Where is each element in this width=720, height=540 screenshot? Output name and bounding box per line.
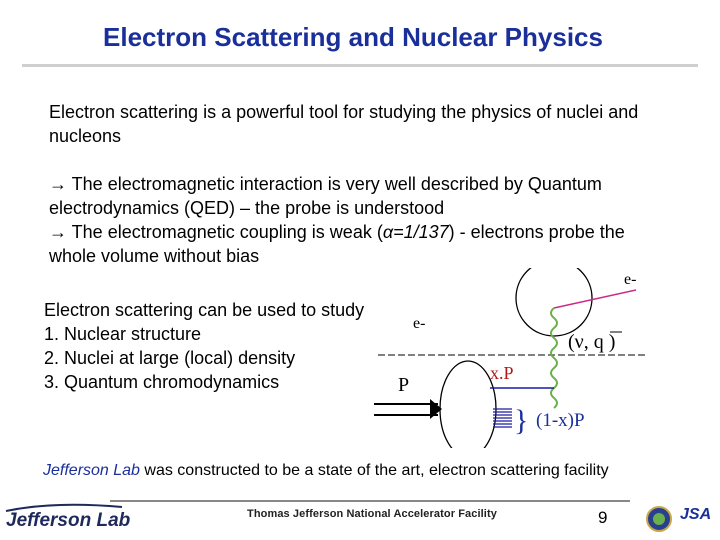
points-block [49,172,649,268]
jefferson-lab-logo: Jefferson Lab [6,510,131,531]
point-coupling-suffix: ) - electrons probe the whole volume without bias [49,222,625,266]
page-number: 9 [598,508,608,527]
spectator-brace: } [514,404,529,437]
spectator-label: (1-x)P [536,410,585,431]
electron-in-label: e- [413,315,426,332]
jsa-logo: JSA [680,506,712,523]
nucleon-ellipse [440,361,496,448]
uses-item: 2. Nuclei at large (local) density [44,348,296,368]
slide-title: Electron Scattering and Nuclear Physics [103,22,603,52]
uses-title: Electron scattering can be used to study [44,300,365,320]
electron-out-line [554,290,636,308]
title-divider [22,64,698,67]
intro-paragraph: Electron scattering is a powerful tool for studying the physics of nuclei and nucleons [49,102,639,146]
photon-label: (ν, q ) [568,331,616,353]
footer-rule [110,500,630,502]
photon-line [551,308,557,408]
dis-diagram [360,268,660,448]
spectator-lines [493,409,512,427]
uses-block [44,298,374,394]
uses-item: 1. Nuclear structure [44,324,202,344]
point-coupling [49,220,649,268]
nucleon-label: P [398,374,410,396]
facility-name: Thomas Jefferson National Accelerator Facility [247,508,497,520]
uses-list [44,322,374,394]
bottom-line [43,460,609,482]
uses-item: 3. Quantum chromodynamics [44,372,280,392]
point-qed: → The electromagnetic interaction is very well described by Quantum electrodynamics (QED) – the probe is understood [49,174,602,218]
electron-out-label: e- [624,271,637,288]
struck-label: x.P [490,363,514,383]
alpha-value: α=1/137 [382,222,449,242]
jefferson-lab-link[interactable]: Jefferson Lab [43,462,140,479]
point-coupling-prefix: → The electromagnetic coupling is weak ( [49,222,383,242]
doe-seal-icon [646,506,672,532]
bottom-line-text: was constructed to be a state of the art, electron scattering facility [139,462,609,479]
